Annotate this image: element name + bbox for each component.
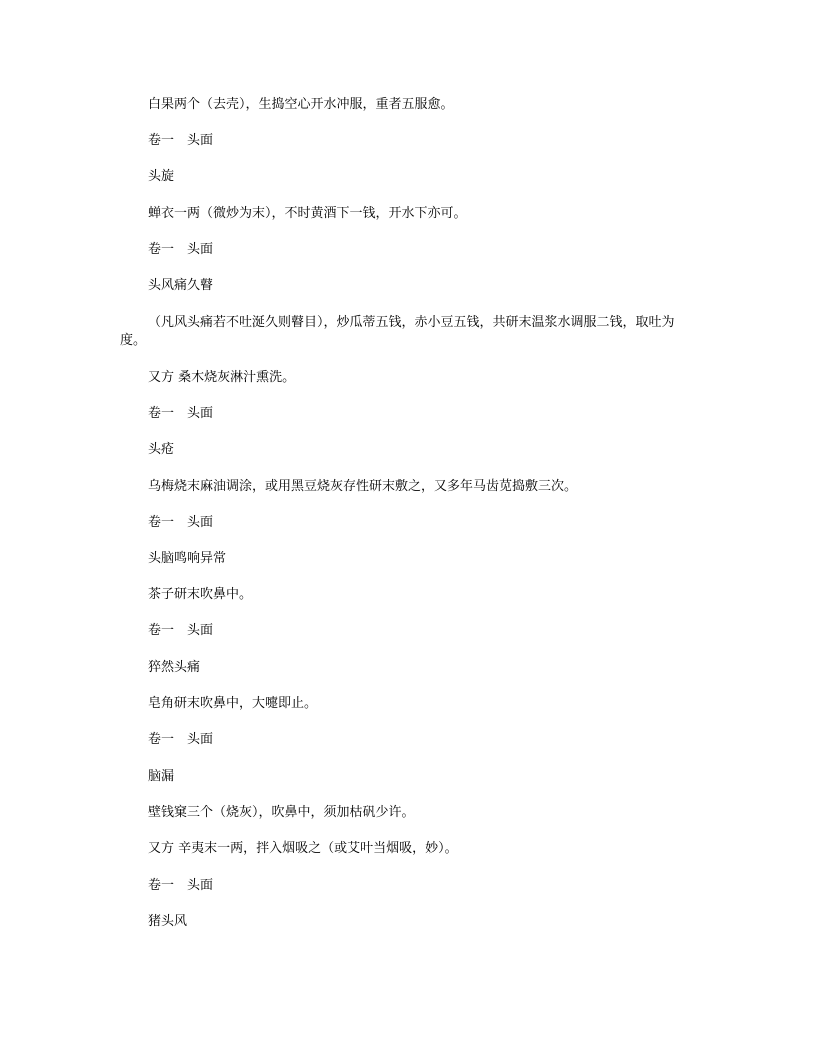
section-header: 卷一 头面 (148, 515, 214, 530)
paragraph-remedy-chanyi: 蝉衣一两（微炒为末），不时黄酒下一钱，开水下亦可。 (148, 206, 467, 221)
section-header: 卷一 头面 (148, 623, 214, 638)
paragraph-remedy-biqian: 壁钱窠三个（烧灰），吹鼻中，须加枯矾少许。 (148, 805, 415, 820)
heading-naoming: 头脑鸣响异常 (148, 551, 227, 566)
paragraph-remedy-baiguo: 白果两个（去壳），生捣空心开水冲服，重者五服愈。 (148, 97, 454, 112)
paragraph-remedy-chazi: 茶子研末吹鼻中。 (148, 587, 253, 602)
paragraph-remedy-guadi: （凡风头痛若不吐涎久则瞽目），炒瓜蒂五钱，赤小豆五钱，共研末温浆水调服二钱，取吐为度。 (120, 315, 675, 348)
heading-touxuan: 头旋 (148, 169, 175, 184)
heading-curan-toutong: 猝然头痛 (148, 660, 201, 675)
section-header: 卷一 头面 (148, 242, 214, 257)
paragraph-youfang-sangmu: 又方 桑木烧灰淋汁熏洗。 (148, 370, 296, 385)
heading-zhutoufeng: 猪头风 (148, 914, 188, 929)
section-header: 卷一 头面 (148, 133, 214, 148)
paragraph-youfang-xinyi: 又方 辛夷末一两，拌入烟吸之（或艾叶当烟吸，妙）。 (148, 841, 458, 856)
section-header: 卷一 头面 (148, 878, 214, 893)
section-header: 卷一 头面 (148, 732, 214, 747)
heading-naolou: 脑漏 (148, 769, 175, 784)
paragraph-remedy-wumei: 乌梅烧末麻油调涂，或用黑豆烧灰存性研末敷之，又多年马齿苋捣敷三次。 (148, 479, 578, 494)
heading-touchuang: 头疮 (148, 442, 175, 457)
heading-toufeng: 头风痛久瞽 (148, 278, 214, 293)
paragraph-remedy-zaojiao: 皂角研末吹鼻中，大嚏即止。 (148, 696, 318, 711)
section-header: 卷一 头面 (148, 406, 214, 421)
